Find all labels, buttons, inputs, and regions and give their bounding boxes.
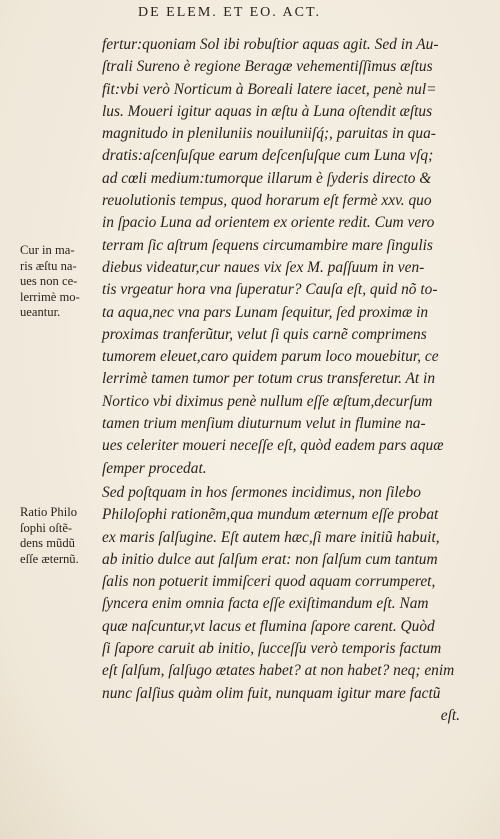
text-line: fit:vbi verò Norticum à Boreali latere iacet, penè nul= bbox=[102, 80, 437, 98]
text-line: ſalis non potuerit immiſceri quod aquam corrumperet, bbox=[102, 573, 436, 591]
text-line: dratis:aſcenſuſque earum deſcenſuſque cum Luna vſq; bbox=[102, 147, 434, 165]
text-line: eſt. bbox=[440, 706, 460, 724]
text-line: terram ſic aſtrum ſequens circumambire mare ſingulis bbox=[102, 236, 433, 254]
margin-note-line: ſophi oſtẽ- bbox=[20, 520, 73, 535]
text-line: reuolutionis tempus, quod horarum eſt fermè xxv. quo bbox=[102, 192, 432, 210]
margin-note-line: eſſe æternũ. bbox=[20, 551, 79, 566]
margin-note-line: dens mũdũ bbox=[20, 536, 75, 550]
text-line: lerrimè tamen tumor per totum crus transferetur. At in bbox=[102, 370, 436, 388]
text-line: lus. Moueri igitur aquas in æſtu à Luna oſtendit æſtus bbox=[102, 102, 433, 120]
text-line: proximas tranferũtur, velut ſi quis carnẽ comprimens bbox=[102, 325, 427, 343]
text-line: tis vrgeatur hora vna ſuperatur? Cauſa eſt, quid nõ to- bbox=[102, 281, 438, 299]
text-line: eſt ſalſum, ſalſugo ætates habet? at non habet? neq; enim bbox=[102, 662, 455, 680]
margin-note-line: Ratio Philo bbox=[20, 505, 78, 519]
text-line: ſi ſapore caruit ab initio, ſucceſſu verò temporis factum bbox=[102, 640, 442, 658]
text-line: nunc ſalſius quàm olim fuit, nunquam igitur mare factũ bbox=[102, 684, 441, 702]
text-line: ſyncera enim omnia facta eſſe exiſtimandum eſt. Nam bbox=[102, 595, 429, 613]
text-line: Philoſophi rationẽm,qua mundum æternum eſſe probat bbox=[102, 506, 439, 524]
text-line: ex maris ſalſugine. Eſt autem hæc,ſi mare initiũ habuit, bbox=[102, 528, 440, 546]
text-line: Sed poſtquam in hos ſermones incidimus, non ſilebo bbox=[102, 483, 421, 501]
running-header: DE ELEM. ET EO. ACT. bbox=[138, 5, 321, 20]
text-line: ad cœli medium:tumorque illarum è ſyderis directo & bbox=[102, 169, 432, 187]
margin-note bbox=[20, 505, 100, 567]
text-line: tumorem eleuet,caro quidem parum loco mouebitur, ce bbox=[102, 348, 439, 366]
text-line: ſemper procedat. bbox=[102, 459, 207, 477]
margin-note-line: ues non ce- bbox=[20, 274, 78, 288]
text-line: magnitudo in pleniluniis nouiluniiſq́;, paruitas in qua- bbox=[102, 125, 436, 143]
text-line: ſtrali Sureno è regione Beragæ vehementiſſimus æſtus bbox=[102, 58, 433, 76]
text-line: ab initio dulce aut ſalſum erat: non ſalſum cum tantum bbox=[102, 550, 438, 568]
body-text bbox=[102, 34, 482, 727]
margin-note-line: lerrimè mo- bbox=[20, 289, 80, 304]
text-line: fertur:quoniam Sol ibi robuſtior aquas agit. Sed in Au- bbox=[102, 36, 439, 53]
text-line: in ſpacio Luna ad orientem ex oriente redit. Cum vero bbox=[102, 214, 435, 232]
text-line: quæ naſcuntur,vt lacus et flumina ſapore carent. Quòd bbox=[102, 617, 435, 635]
text-line: Nortico vbi diximus penè nullum eſſe æſtum,decurſum bbox=[102, 392, 433, 410]
text-line: ues celeriter moueri neceſſe eſt, quòd eadem pars aquæ bbox=[102, 437, 444, 455]
bleed-through bbox=[190, 740, 390, 770]
text-line: tamen trium menſium diuturnum velut in flumine na- bbox=[102, 415, 426, 433]
margin-note bbox=[20, 243, 100, 321]
text-line: ta aqua,nec vna pars Lunam ſequitur, ſed proximæ in bbox=[102, 303, 429, 321]
margin-note-line: ueantur. bbox=[20, 305, 61, 319]
text-line: diebus videatur,cur naues vix ſex M. paſſuum in ven- bbox=[102, 258, 425, 276]
margin-note-line: ris æſtu na- bbox=[20, 258, 77, 273]
margin-note-line: Cur in ma- bbox=[20, 243, 75, 257]
